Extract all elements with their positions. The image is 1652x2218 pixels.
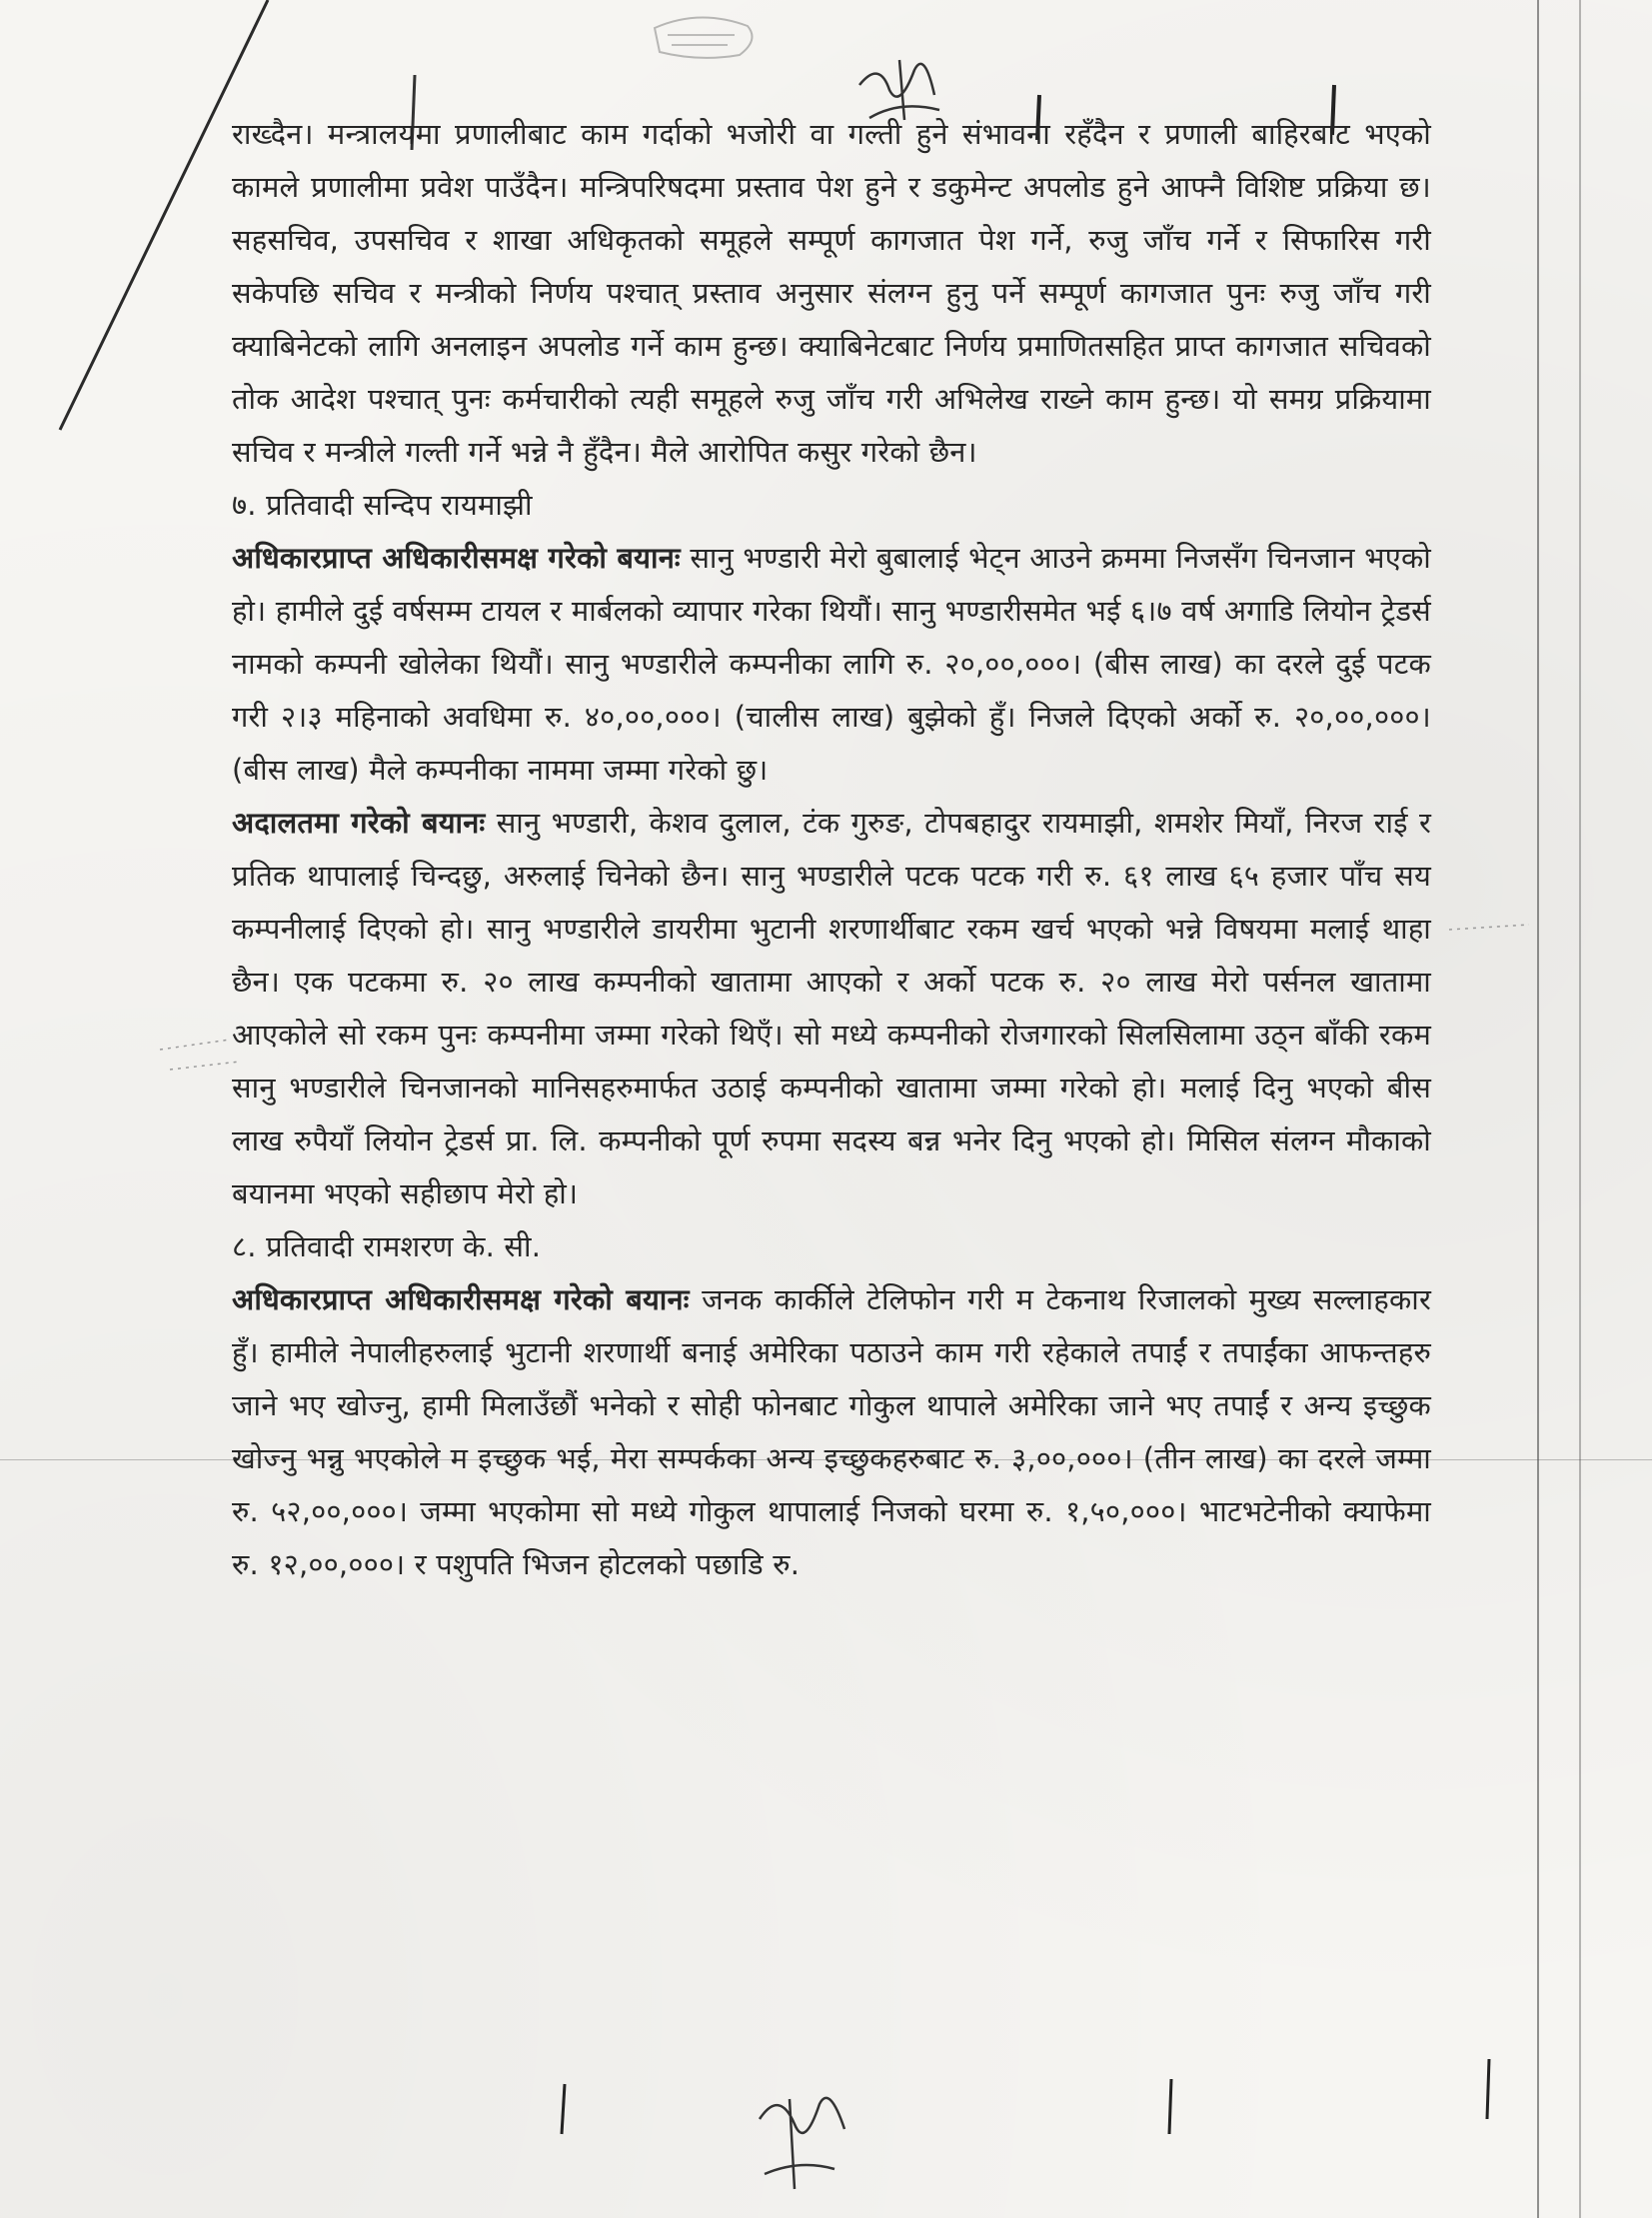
margin-tick-mark — [1169, 2079, 1171, 2134]
rubber-stamp-mark — [655, 17, 753, 57]
statement-label: अधिकारप्राप्त अधिकारीसमक्ष गरेको बयानः — [232, 1282, 690, 1316]
section-8-heading: ८. प्रतिवादी रामशरण के. सी. — [232, 1229, 542, 1263]
statement-text: जनक कार्कीले टेलिफोन गरी म टेकनाथ रिजालको मुख्य सल्लाहकार हुँ। हामीले नेपालीहरुलाई भुटानी शरणार्थी बनाई अमेरिका पठाउने काम गरी रहेकाले तपाईं र तपाईंका आफन्तहरु जाने भए खोज्नु, हामी मिलाउँछौं भनेको र सोही फोनबाट गोकुल थापाले अमेरिका जाने भए तपाईं र अन्य इच्छुक खोज्नु भन्नु भएकोले म इच्छुक भई, मेरा सम्पर्कका अन्य इच्छुकहरुबाट रु. ३,००,०००। (तीन लाख) का दरले जम्मा रु. ५२,००,०००। जम्मा भएकोमा सो मध्ये गोकुल थापालाई निजको घरमा रु. १,५०,०००। भाटभटेनीको क्याफेमा रु. १२,००,०००। र पशुपति भिजन होटलको पछाडि रु. — [232, 1282, 1432, 1581]
section-7-court-statement — [232, 797, 1431, 1220]
section-7-authority-statement — [232, 532, 1431, 797]
section-7-heading: ७. प्रतिवादी सन्दिप रायमाझी — [232, 488, 533, 522]
statement-text: सानु भण्डारी, केशव दुलाल, टंक गुरुङ, टोपबहादुर रायमाझी, शमशेर मियाँ, निरज राई र प्रतिक थापालाई चिन्दछु, अरुलाई चिनेको छैन। सानु भण्डारीले पटक पटक गरी रु. ६१ लाख ६५ हजार पाँच सय कम्पनीलाई दिएको हो। सानु भण्डारीले डायरीमा भुटानी शरणार्थीबाट रकम खर्च भएको भन्ने विषयमा मलाई थाहा छैन। एक पटकमा रु. २० लाख कम्पनीको खातामा आएको र अर्को पटक रु. २० लाख मेरो पर्सनल खातामा आएकोले सो रकम पुनः कम्पनीमा जम्मा गरेको थिएँ। सो मध्ये कम्पनीको रोजगारको सिलसिलामा उठ्न बाँकी रकम सानु भण्डारीले चिनजानको मानिसहरुमार्फत उठाई कम्पनीको खातामा जम्मा गरेको हो। मलाई दिनु भएको बीस लाख रुपैयाँ लियोन ट्रेडर्स प्रा. लि. कम्पनीको पूर्ण रुपमा सदस्य बन्न भनेर दिनु भएको हो। मिसिल संलग्न मौकाको बयानमा भएको सहीछाप मेरो हो। — [232, 806, 1432, 1210]
scan-edge-rule — [1579, 0, 1581, 2218]
margin-tick-mark — [1487, 2059, 1489, 2119]
signature-bottom — [760, 2098, 844, 2189]
continuation-paragraph: राख्दैन। मन्त्रालयमा प्रणालीबाट काम गर्दाको भजोरी वा गल्ती हुने संभावना रहँदैन र प्रणाली बाहिरबाट भएको कामले प्रणालीमा प्रवेश पाउँदैन। मन्त्रिपरिषदमा प्रस्ताव पेश हुने र डकुमेन्ट अपलोड हुने आफ्नै विशिष्ट प्रक्रिया छ। सहसचिव, उपसचिव र शाखा अधिकृतको समूहले सम्पूर्ण कागजात पेश गर्ने, रुजु जाँच गर्ने र सिफारिस गरी सकेपछि सचिव र मन्त्रीको निर्णय पश्चात् प्रस्ताव अनुसार संलग्न हुनु पर्ने सम्पूर्ण कागजात पुनः रुजु जाँच गरी क्याबिनेटको लागि अनलाइन अपलोड गर्ने काम हुन्छ। क्याबिनेटबाट निर्णय प्रमाणितसहित प्राप्त कागजात सचिवको तोक आदेश पश्चात् पुनः कर्मचारीको त्यही समूहले रुजु जाँच गरी अभिलेख राख्ने काम हुन्छ। यो समग्र प्रक्रियामा सचिव र मन्त्रीले गल्ती गर्ने भन्ने नै हुँदैन। मैले आरोपित कसुर गरेको छैन। — [232, 117, 1431, 469]
document-body — [232, 108, 1431, 1591]
statement-text: सानु भण्डारी मेरो बुबालाई भेट्न आउने क्रममा निजसँग चिनजान भएको हो। हामीले दुई वर्षसम्म टायल र मार्बलको व्यापार गरेका थियौं। सानु भण्डारीसमेत भई ६।७ वर्ष अगाडि लियोन ट्रेडर्स नामको कम्पनी खोलेका थियौं। सानु भण्डारीले कम्पनीका लागि रु. २०,००,०००। (बीस लाख) का दरले दुई पटक गरी २।३ महिनाको अवधिमा रु. ४०,००,०००। (चालीस लाख) बुझेको हुँ। निजले दिएको अर्को रु. २०,००,०००। (बीस लाख) मैले कम्पनीका नाममा जम्मा गरेको छु। — [232, 541, 1431, 787]
section-8-authority-statement — [232, 1273, 1431, 1591]
scan-edge-rule — [1537, 0, 1539, 2218]
statement-label: अदालतमा गरेको बयानः — [232, 806, 486, 840]
statement-label: अधिकारप्राप्त अधिकारीसमक्ष गरेको बयानः — [232, 541, 681, 575]
margin-tick-mark — [562, 2084, 565, 2134]
